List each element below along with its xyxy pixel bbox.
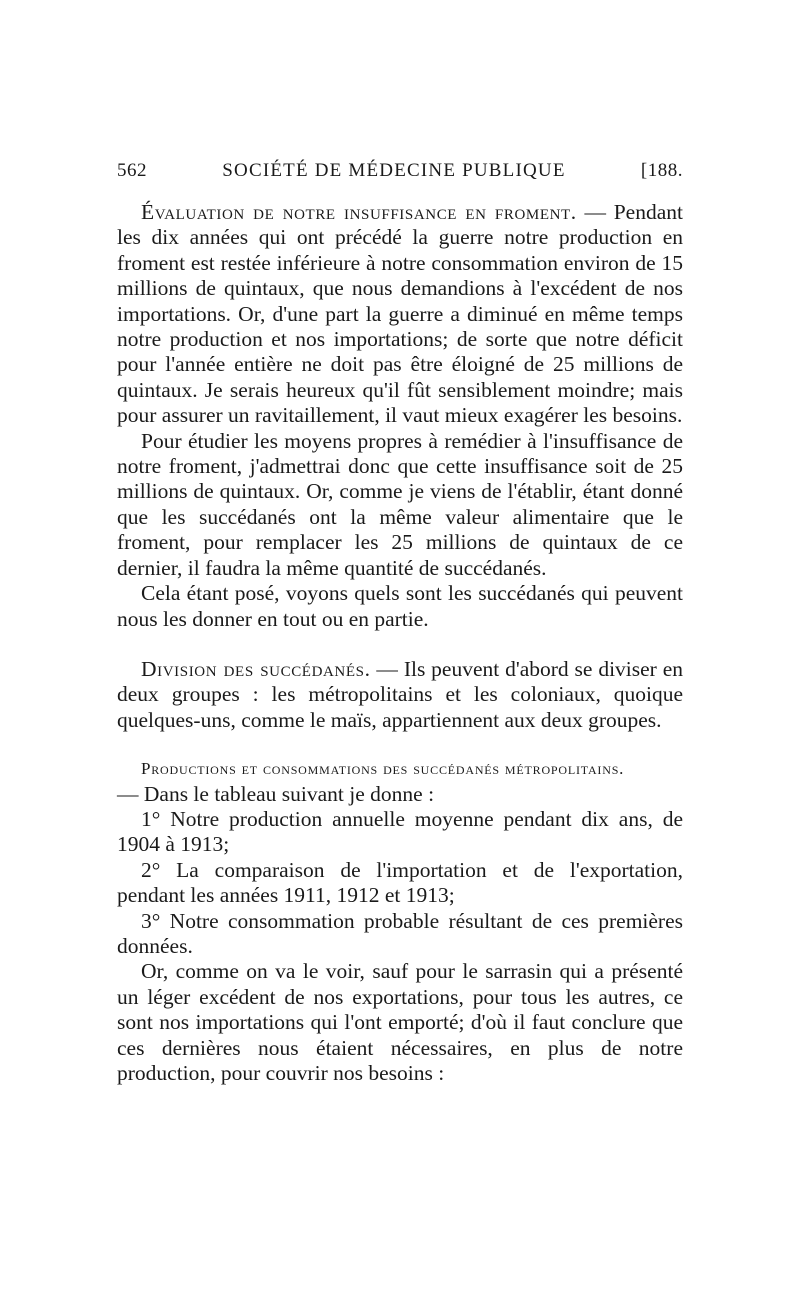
section2-heading-dash: — — [370, 656, 404, 681]
section3-heading-line — [117, 755, 683, 781]
section1-paragraph1-text: Pendant les dix années qui ont précédé la guerre notre production en froment est restée inférieure à notre consommation environ de 15 millions de quintaux, que nous demandions à l'excédent de nos importations. Or, d'une part la guerre a diminué en même temps notre production et nos importations; de sorte que notre déficit pour l'année entière ne doit pas être éloigné de 25 millions de quintaux. Je serais heureux qu'il fût sensiblement moindre; mais pour assurer un ravitaillement, il vaut mieux exagérer les besoins. — [117, 200, 683, 428]
section1-heading: Évaluation de notre insuffisance en froment. — [141, 200, 577, 224]
section2-paragraph — [117, 657, 683, 733]
page-number: 562 — [117, 160, 147, 181]
section1-paragraph1 — [117, 200, 683, 429]
section3-heading: Productions et consommations des succédanés métropolitains. — [141, 759, 625, 779]
section1-paragraph3: Cela étant posé, voyons quels sont les succédanés qui peuvent nous les donner en tout ou en partie. — [117, 581, 683, 631]
section2-paragraph-text: Ils peuvent d'abord se diviser en deux groupes : les métropolitains et les coloniaux, quoique quelques-uns, comme le maïs, appartiennent aux deux groupes. — [117, 656, 684, 732]
section3-lead: — Dans le tableau suivant je donne : — [117, 781, 435, 806]
section1-heading-dash: — — [576, 200, 614, 224]
list-item-3: 3° Notre consommation probable résultant de ces premières données. — [117, 908, 683, 958]
spacer — [117, 632, 683, 657]
section1-paragraph2: Pour étudier les moyens propres à remédier à l'insuffisance de notre froment, j'admettrai donc que cette insuffisance soit de 25 millions de quintaux. Or, comme je viens de l'établir, étant donné que les succédanés ont la même valeur alimentaire que le froment, pour remplacer les 25 millions de quintaux de ce dernier, il faudra la même quantité de succédanés. — [117, 428, 683, 580]
list-item-1: 1° Notre production annuelle moyenne pendant dix ans, de 1904 à 1913; — [117, 806, 683, 857]
list-item-2: 2° La comparaison de l'importation et de l'exportation, pendant les années 1911, 1912 et 1913; — [117, 857, 683, 908]
book-page — [117, 160, 683, 1086]
header-year: [188. — [640, 160, 683, 181]
spacer — [117, 733, 683, 755]
section2-heading: Division des succédanés. — [141, 656, 371, 681]
running-title: SOCIÉTÉ DE MÉDECINE PUBLIQUE — [222, 160, 566, 181]
section3-final-paragraph: Or, comme on va le voir, sauf pour le sarrasin qui a présenté un léger excédent de nos exportations, pour tous les autres, ce sont nos importations qui l'ont emporté; d'où il faut conclure que ces dernières nous étaient nécessaires, en plus de notre production, pour couvrir nos besoins : — [117, 959, 683, 1085]
running-header — [117, 160, 683, 182]
